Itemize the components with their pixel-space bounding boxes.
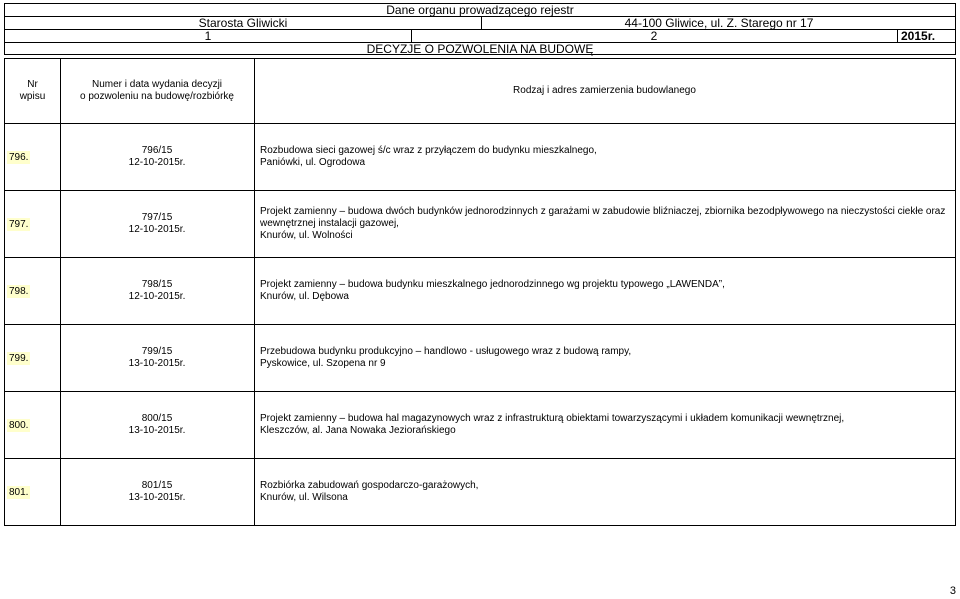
decision-date: 13-10-2015r. bbox=[128, 492, 186, 503]
decision-date: 12-10-2015r. bbox=[128, 291, 186, 302]
entry-decision bbox=[62, 392, 252, 458]
authority-address: 44-100 Gliwice, ul. Z. Starego nr 17 bbox=[624, 16, 814, 30]
column-decision bbox=[60, 59, 254, 123]
description-line: Rozbudowa sieci gazowej ś/c wraz z przyłączem do budynku mieszkalnego, bbox=[260, 145, 597, 156]
entry-nr bbox=[7, 392, 30, 458]
header-col-2: 2 bbox=[650, 29, 658, 43]
description-line: wewnętrznej instalacji gazowej, bbox=[260, 218, 399, 229]
entry-nr-value: 799. bbox=[9, 352, 29, 364]
description-line: Projekt zamienny – budowa dwóch budynków jednorodzinnych z garażami w zabudowie bliźniaczej, zbiornika bezodpływowego na nieczystości ciekłe oraz bbox=[260, 206, 946, 217]
column-nr bbox=[5, 59, 60, 123]
description-line: Projekt zamienny – budowa hal magazynowych wraz z infrastrukturą obiektami towarzyszącymi i układem komunikacji wewnętrznej, bbox=[260, 413, 845, 424]
entry-nr bbox=[7, 325, 30, 391]
header-title-row bbox=[4, 3, 956, 16]
decision-date: 13-10-2015r. bbox=[128, 425, 186, 436]
entry-decision bbox=[62, 191, 252, 257]
table-row bbox=[4, 392, 956, 459]
decision-date: 12-10-2015r. bbox=[128, 224, 186, 235]
entry-nr bbox=[7, 191, 30, 257]
description-line: Rozbiórka zabudowań gospodarczo-garażowych, bbox=[260, 480, 479, 491]
table-row bbox=[4, 459, 956, 526]
entry-decision bbox=[62, 459, 252, 525]
header-columns-row bbox=[4, 29, 956, 42]
column-description: Rodzaj i adres zamierzenia budowlanego bbox=[513, 85, 696, 96]
column-nr-line2: wpisu bbox=[19, 91, 46, 102]
authority-name: Starosta Gliwicki bbox=[198, 16, 288, 30]
entry-nr-value: 797. bbox=[9, 218, 29, 230]
entry-description bbox=[260, 191, 949, 257]
register-year: 2015r. bbox=[901, 29, 936, 43]
page-number: 3 bbox=[949, 585, 956, 597]
entry-description bbox=[260, 258, 949, 324]
decision-date: 12-10-2015r. bbox=[128, 157, 186, 168]
decision-number: 796/15 bbox=[141, 145, 173, 156]
entry-nr-value: 796. bbox=[9, 151, 29, 163]
description-line: Knurów, ul. Wilsona bbox=[260, 492, 348, 503]
table-row bbox=[4, 258, 956, 325]
entry-nr-value: 800. bbox=[9, 419, 29, 431]
column-headers bbox=[4, 58, 956, 124]
entry-nr bbox=[7, 124, 30, 190]
table-row bbox=[4, 124, 956, 191]
description-line: Pyskowice, ul. Szopena nr 9 bbox=[260, 358, 386, 369]
header-authority-row bbox=[4, 16, 956, 29]
register-title: Dane organu prowadzącego rejestr bbox=[386, 3, 574, 17]
table-row bbox=[4, 191, 956, 258]
description-line: Kleszczów, al. Jana Nowaka Jeziorańskiego bbox=[260, 425, 456, 436]
entry-description bbox=[260, 325, 949, 391]
decision-number: 800/15 bbox=[141, 413, 173, 424]
description-line: Knurów, ul. Dębowa bbox=[260, 291, 349, 302]
entry-description bbox=[260, 124, 949, 190]
entry-decision bbox=[62, 124, 252, 190]
description-line: Paniówki, ul. Ogrodowa bbox=[260, 157, 366, 168]
table-row bbox=[4, 325, 956, 392]
entry-nr-value: 798. bbox=[9, 285, 29, 297]
decision-number: 798/15 bbox=[141, 279, 173, 290]
entry-description bbox=[260, 392, 949, 458]
header-col-1: 1 bbox=[204, 29, 212, 43]
decision-number: 801/15 bbox=[141, 480, 173, 491]
entry-decision bbox=[62, 325, 252, 391]
description-line: Knurów, ul. Wolności bbox=[260, 230, 353, 241]
description-line: Projekt zamienny – budowa budynku mieszkalnego jednorodzinnego wg projektu typowego „LAWENDA”, bbox=[260, 279, 725, 290]
description-line: Przebudowa budynku produkcyjno – handlowo - usługowego wraz z budową rampy, bbox=[260, 346, 632, 357]
entry-nr bbox=[7, 258, 30, 324]
decision-number: 797/15 bbox=[141, 212, 173, 223]
decision-number: 799/15 bbox=[141, 346, 173, 357]
column-decision-line1: Numer i data wydania decyzji bbox=[91, 79, 223, 90]
register-name: DECYZJE O POZWOLENIA NA BUDOWĘ bbox=[366, 42, 594, 56]
entry-nr bbox=[7, 459, 30, 525]
column-decision-line2: o pozwoleniu na budowę/rozbiórkę bbox=[80, 91, 234, 102]
header-register-row bbox=[4, 42, 956, 55]
entry-decision bbox=[62, 258, 252, 324]
decision-date: 13-10-2015r. bbox=[128, 358, 186, 369]
entry-description bbox=[260, 459, 949, 525]
column-nr-line1: Nr bbox=[27, 79, 38, 90]
entry-nr-value: 801. bbox=[9, 486, 29, 498]
